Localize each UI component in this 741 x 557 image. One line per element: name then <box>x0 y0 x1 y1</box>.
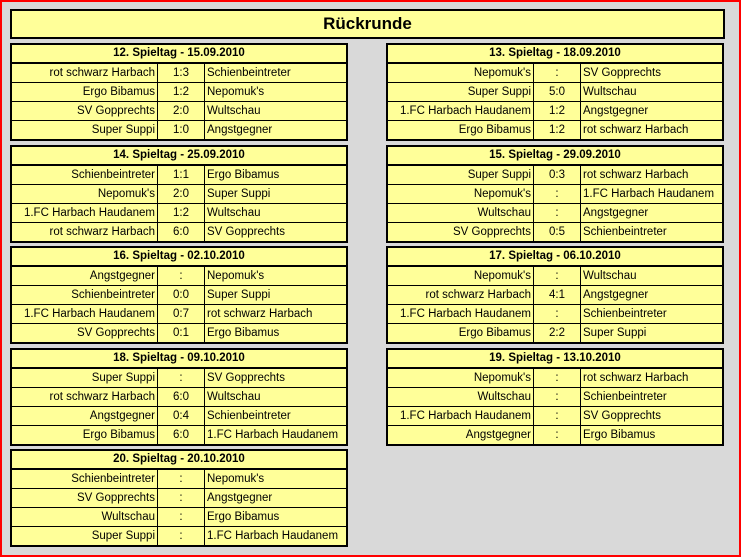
match-row <box>388 406 722 425</box>
match-score[interactable]: 0:3 <box>534 166 581 184</box>
match-row <box>12 323 346 342</box>
match-row <box>388 304 722 323</box>
match-row <box>12 526 346 545</box>
matchday-header: 20. Spieltag - 20.10.2010 <box>12 451 346 470</box>
match-score[interactable]: : <box>158 369 205 387</box>
match-row <box>388 101 722 120</box>
match-score[interactable]: : <box>158 508 205 526</box>
home-team[interactable]: Super Suppi <box>388 166 534 184</box>
away-team[interactable]: 1.FC Harbach Haudanem <box>583 188 715 200</box>
match-row <box>12 267 346 285</box>
away-team[interactable]: rot schwarz Harbach <box>207 308 313 320</box>
home-team[interactable]: 1.FC Harbach Haudanem <box>388 305 534 323</box>
match-score[interactable]: : <box>158 489 205 507</box>
away-team[interactable]: Angstgegner <box>583 207 649 219</box>
match-score[interactable]: 2:2 <box>534 324 581 342</box>
match-row <box>12 222 346 241</box>
away-team[interactable]: Ergo Bibamus <box>207 327 280 339</box>
match-row <box>388 64 722 82</box>
match-score[interactable]: 4:1 <box>534 286 581 304</box>
home-team[interactable]: Schienbeintreter <box>12 470 158 488</box>
home-team[interactable]: Wultschau <box>12 508 158 526</box>
match-score[interactable]: : <box>158 267 205 285</box>
match-score[interactable]: 0:4 <box>158 407 205 425</box>
home-team[interactable]: Schienbeintreter <box>12 286 158 304</box>
away-team[interactable]: Ergo Bibamus <box>583 429 656 441</box>
home-team[interactable]: Ergo Bibamus <box>388 121 534 139</box>
matchday-table <box>10 348 348 446</box>
away-team[interactable]: SV Gopprechts <box>583 410 661 422</box>
home-team[interactable]: Super Suppi <box>12 121 158 139</box>
home-team[interactable]: Wultschau <box>388 388 534 406</box>
match-score[interactable]: 1:2 <box>158 83 205 101</box>
home-team[interactable]: Angstgegner <box>12 267 158 285</box>
matchday-header: 17. Spieltag - 06.10.2010 <box>388 248 722 267</box>
match-row <box>12 369 346 387</box>
match-score[interactable]: 0:7 <box>158 305 205 323</box>
match-row <box>12 64 346 82</box>
home-team[interactable]: Super Suppi <box>12 527 158 545</box>
match-score[interactable]: : <box>534 204 581 222</box>
away-team[interactable]: Wultschau <box>207 391 261 403</box>
home-team[interactable]: Nepomuk's <box>12 185 158 203</box>
away-team[interactable]: Schienbeintreter <box>583 391 667 403</box>
match-row <box>388 222 722 241</box>
match-row <box>12 470 346 488</box>
home-team[interactable]: Wultschau <box>388 204 534 222</box>
away-team[interactable]: SV Gopprechts <box>207 372 285 384</box>
match-score[interactable]: : <box>534 407 581 425</box>
away-team[interactable]: 1.FC Harbach Haudanem <box>207 530 339 542</box>
match-row <box>12 488 346 507</box>
match-score[interactable]: : <box>534 267 581 285</box>
away-team[interactable]: Nepomuk's <box>207 86 265 98</box>
match-row <box>12 101 346 120</box>
away-team[interactable]: Wultschau <box>583 270 637 282</box>
match-row <box>12 507 346 526</box>
away-team[interactable]: Schienbeintreter <box>583 308 667 320</box>
match-score[interactable]: 0:0 <box>158 286 205 304</box>
home-team[interactable]: SV Gopprechts <box>12 489 158 507</box>
match-score[interactable]: : <box>534 426 581 444</box>
matchday-table <box>386 246 724 344</box>
matchday-table <box>386 145 724 243</box>
matchday-table <box>10 449 348 547</box>
match-row <box>12 184 346 203</box>
match-score[interactable]: 1:1 <box>158 166 205 184</box>
away-team[interactable]: Nepomuk's <box>207 270 265 282</box>
match-score[interactable]: : <box>534 185 581 203</box>
home-team[interactable]: Nepomuk's <box>388 185 534 203</box>
away-team[interactable]: Schienbeintreter <box>583 226 667 238</box>
match-row <box>388 184 722 203</box>
away-team[interactable]: Super Suppi <box>207 289 271 301</box>
away-team[interactable]: Super Suppi <box>207 188 271 200</box>
away-team[interactable]: SV Gopprechts <box>207 226 285 238</box>
match-row <box>388 166 722 184</box>
match-row <box>388 323 722 342</box>
match-row <box>12 82 346 101</box>
away-team[interactable]: Angstgegner <box>207 492 273 504</box>
away-team[interactable]: Nepomuk's <box>207 473 265 485</box>
away-team[interactable]: Wultschau <box>207 105 261 117</box>
match-row <box>12 285 346 304</box>
match-score[interactable]: 0:1 <box>158 324 205 342</box>
match-score[interactable]: : <box>158 470 205 488</box>
match-score[interactable]: 2:0 <box>158 185 205 203</box>
matchday-header: 12. Spieltag - 15.09.2010 <box>12 45 346 64</box>
match-row <box>388 425 722 444</box>
match-row <box>388 203 722 222</box>
match-row <box>388 82 722 101</box>
match-row <box>388 387 722 406</box>
match-row <box>12 120 346 139</box>
matchday-header: 13. Spieltag - 18.09.2010 <box>388 45 722 64</box>
away-team[interactable]: rot schwarz Harbach <box>583 372 689 384</box>
away-team[interactable]: Schienbeintreter <box>207 410 291 422</box>
match-score[interactable]: 5:0 <box>534 83 581 101</box>
home-team[interactable]: Ergo Bibamus <box>12 83 158 101</box>
home-team[interactable]: Schienbeintreter <box>12 166 158 184</box>
matchday-header: 16. Spieltag - 02.10.2010 <box>12 248 346 267</box>
home-team[interactable]: SV Gopprechts <box>12 102 158 120</box>
match-score[interactable]: 1:2 <box>534 121 581 139</box>
matchday-header: 15. Spieltag - 29.09.2010 <box>388 147 722 166</box>
match-score[interactable]: 2:0 <box>158 102 205 120</box>
match-row <box>12 166 346 184</box>
matchday-header: 14. Spieltag - 25.09.2010 <box>12 147 346 166</box>
match-score[interactable]: 6:0 <box>158 388 205 406</box>
away-team[interactable]: SV Gopprechts <box>583 67 661 79</box>
home-team[interactable]: Super Suppi <box>388 83 534 101</box>
home-team[interactable]: Nepomuk's <box>388 267 534 285</box>
matchday-table <box>386 43 724 141</box>
away-team[interactable]: 1.FC Harbach Haudanem <box>207 429 339 441</box>
match-row <box>12 203 346 222</box>
home-team[interactable]: Angstgegner <box>12 407 158 425</box>
matchday-header: 18. Spieltag - 09.10.2010 <box>12 350 346 369</box>
away-team[interactable]: Wultschau <box>583 86 637 98</box>
match-score[interactable]: 6:0 <box>158 223 205 241</box>
match-score[interactable]: : <box>158 527 205 545</box>
home-team[interactable]: SV Gopprechts <box>12 324 158 342</box>
match-row <box>388 369 722 387</box>
home-team[interactable]: 1.FC Harbach Haudanem <box>388 407 534 425</box>
match-row <box>12 304 346 323</box>
away-team[interactable]: Wultschau <box>207 207 261 219</box>
away-team[interactable]: Angstgegner <box>583 105 649 117</box>
match-row <box>12 406 346 425</box>
match-row <box>12 387 346 406</box>
home-team[interactable]: rot schwarz Harbach <box>12 388 158 406</box>
matchday-table <box>10 145 348 243</box>
home-team[interactable]: 1.FC Harbach Haudanem <box>12 305 158 323</box>
home-team[interactable]: Super Suppi <box>12 369 158 387</box>
away-team[interactable]: Super Suppi <box>583 327 647 339</box>
home-team[interactable]: rot schwarz Harbach <box>12 64 158 82</box>
match-score[interactable]: 6:0 <box>158 426 205 444</box>
match-score[interactable]: 1:2 <box>158 204 205 222</box>
match-score[interactable]: 1:3 <box>158 64 205 82</box>
match-score[interactable]: : <box>534 388 581 406</box>
home-team[interactable]: Angstgegner <box>388 426 534 444</box>
away-team[interactable]: Ergo Bibamus <box>207 511 280 523</box>
away-team[interactable]: Angstgegner <box>207 124 273 136</box>
home-team[interactable]: Ergo Bibamus <box>388 324 534 342</box>
home-team[interactable]: SV Gopprechts <box>388 223 534 241</box>
away-team[interactable]: rot schwarz Harbach <box>583 169 689 181</box>
match-score[interactable]: : <box>534 305 581 323</box>
match-row <box>12 425 346 444</box>
match-row <box>388 120 722 139</box>
match-row <box>388 285 722 304</box>
away-team[interactable]: Schienbeintreter <box>207 67 291 79</box>
away-team[interactable]: Angstgegner <box>583 289 649 301</box>
away-team[interactable]: rot schwarz Harbach <box>583 124 689 136</box>
match-score[interactable]: : <box>534 64 581 82</box>
home-team[interactable]: Ergo Bibamus <box>12 426 158 444</box>
page-title: Rückrunde <box>10 9 725 39</box>
home-team[interactable]: rot schwarz Harbach <box>12 223 158 241</box>
matchday-header: 19. Spieltag - 13.10.2010 <box>388 350 722 369</box>
matchday-table <box>10 246 348 344</box>
home-team[interactable]: Nepomuk's <box>388 369 534 387</box>
home-team[interactable]: 1.FC Harbach Haudanem <box>388 102 534 120</box>
home-team[interactable]: rot schwarz Harbach <box>388 286 534 304</box>
home-team[interactable]: Nepomuk's <box>388 64 534 82</box>
matchday-table <box>10 43 348 141</box>
match-score[interactable]: 1:2 <box>534 102 581 120</box>
match-score[interactable]: 0:5 <box>534 223 581 241</box>
match-score[interactable]: 1:0 <box>158 121 205 139</box>
away-team[interactable]: Ergo Bibamus <box>207 169 280 181</box>
home-team[interactable]: 1.FC Harbach Haudanem <box>12 204 158 222</box>
match-row <box>388 267 722 285</box>
match-score[interactable]: : <box>534 369 581 387</box>
matchday-table <box>386 348 724 446</box>
